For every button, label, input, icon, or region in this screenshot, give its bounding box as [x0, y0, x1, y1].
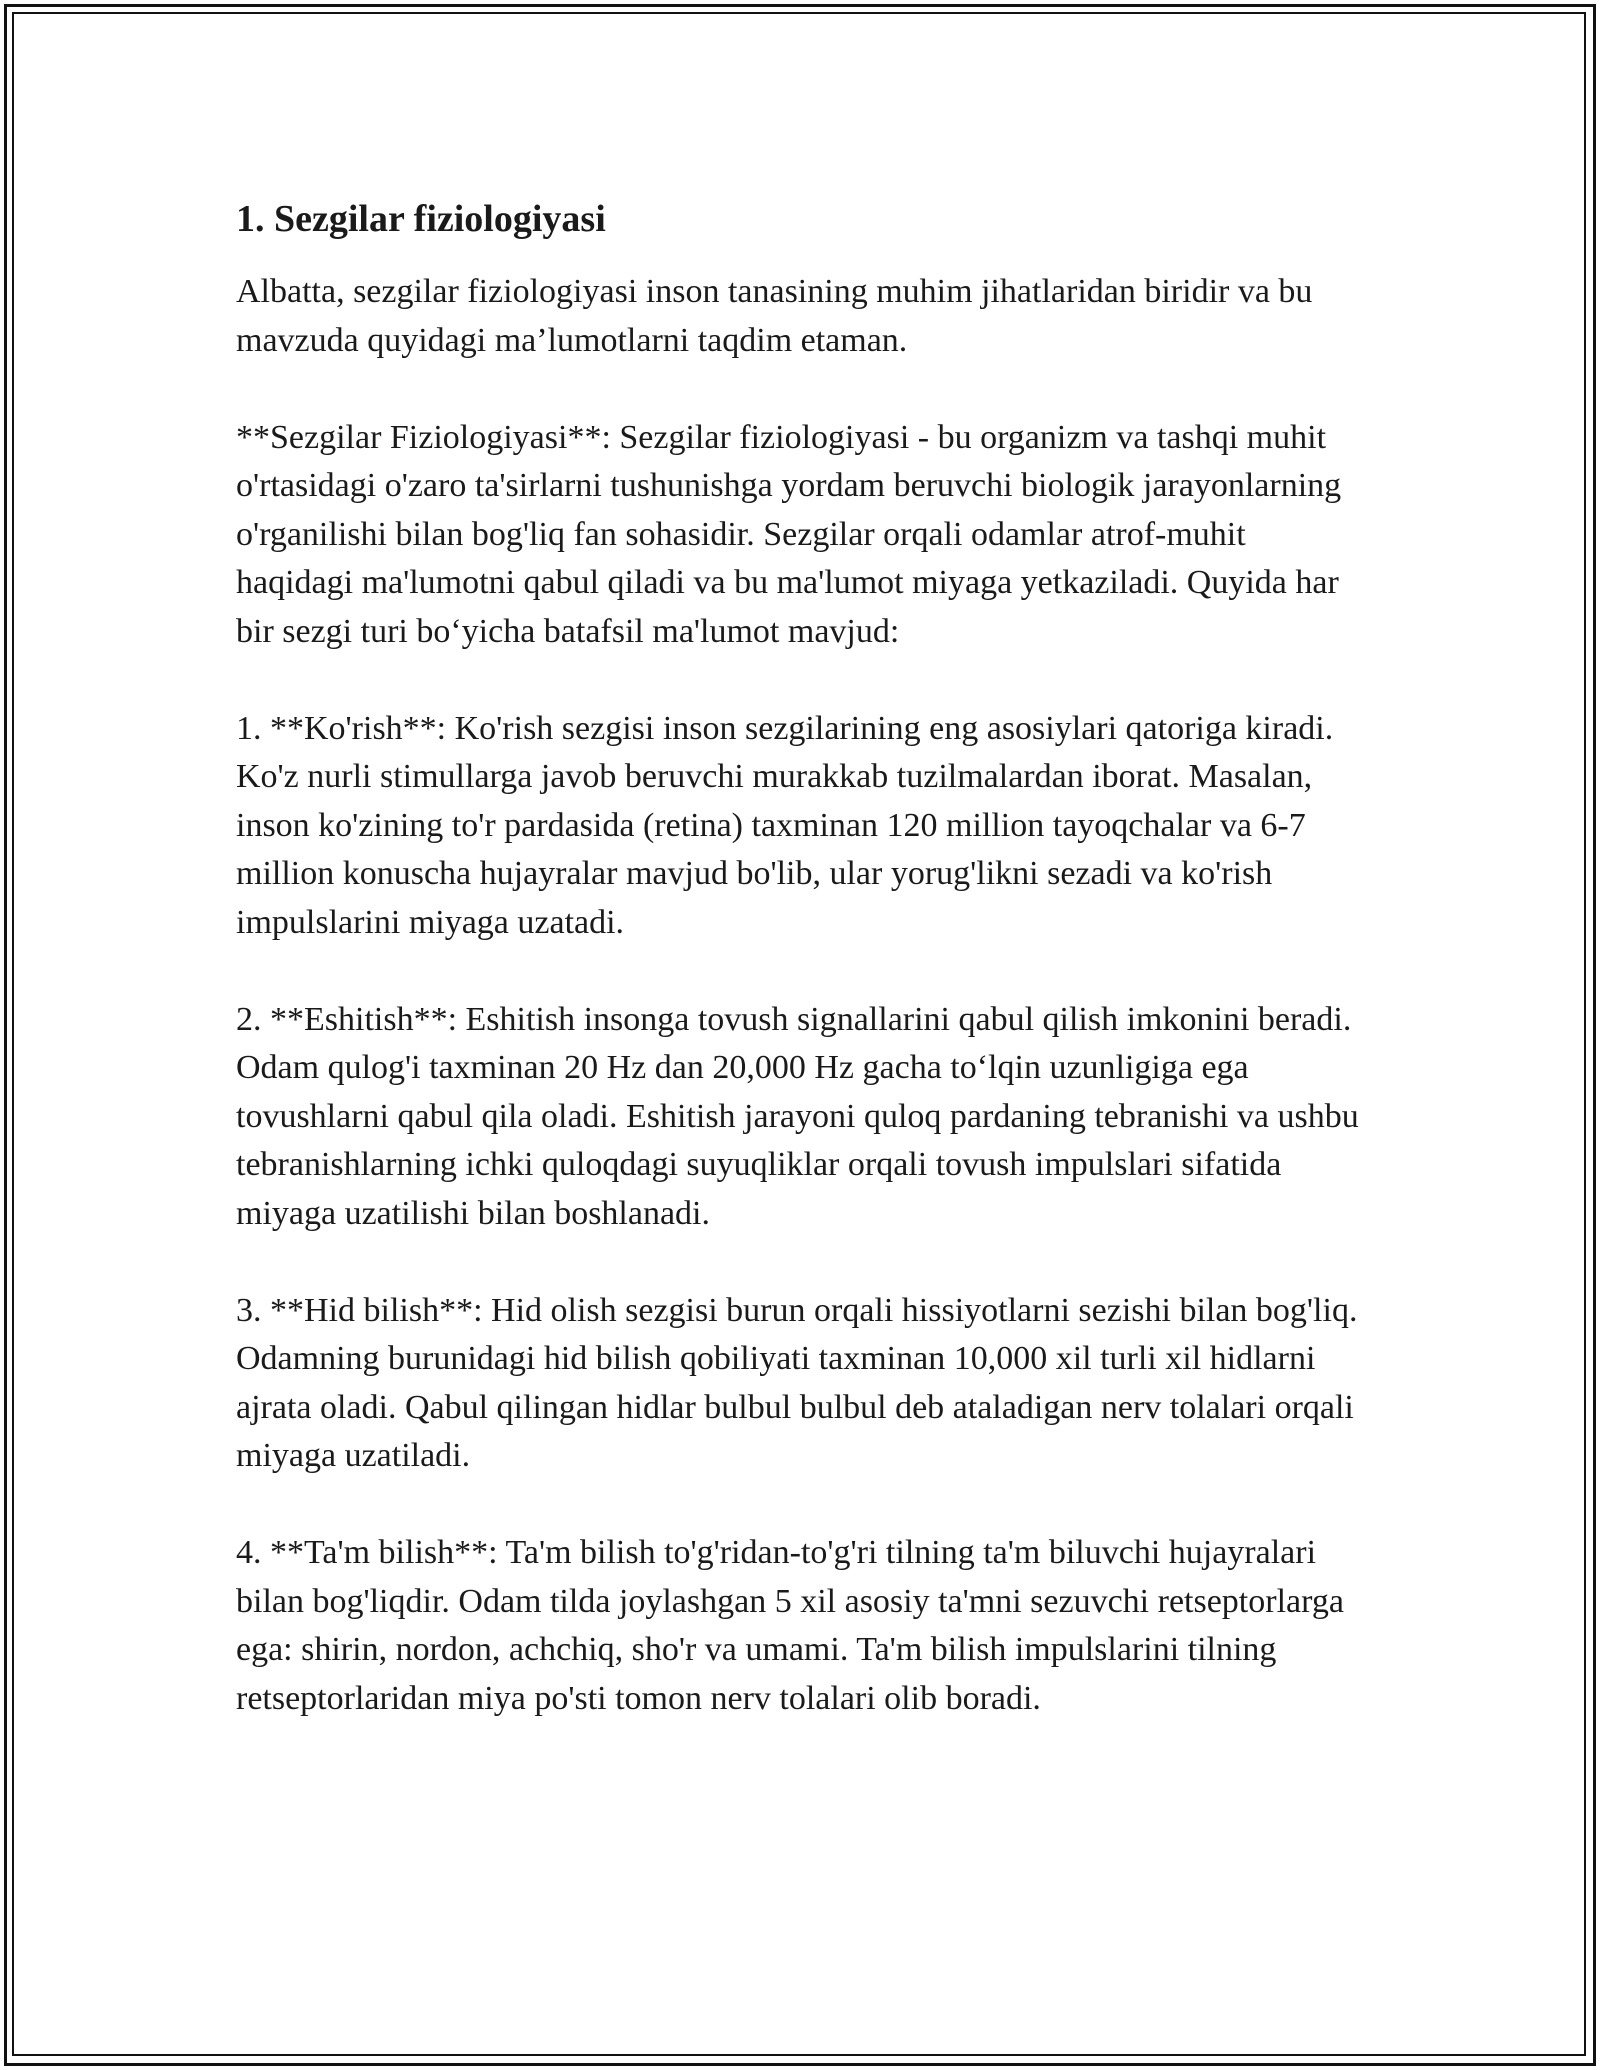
section-title: 1. Sezgilar fiziologiyasi [236, 198, 606, 240]
hearing-paragraph: 2. **Eshitish**: Eshitish insonga tovush signallarini qabul qilish imkonini beradi. Odam qulog'i taxminan 20 Hz dan 20,000 Hz gacha to‘lqin uzunligiga ega tovushlarni qabul qila oladi. Eshitish jarayoni quloq pardaning tebranishi va ushbu tebranishlarning ichki quloqdagi suyuqliklar orqali tovush impulslari sifatida miyaga uzatilishi bilan boshlanadi. [236, 1000, 1359, 1232]
taste-paragraph: 4. **Ta'm bilish**: Ta'm bilish to'g'ridan-to'g'ri tilning ta'm biluvchi hujayralari bilan bog'liqdir. Odam tilda joylashgan 5 xil asosiy ta'mni sezuvchi retseptorlarga ega: shirin, nordon, achchiq, sho'r va umami. Ta'm bilish impulslarini tilning retseptorlaridan miya po'sti tomon nerv tolalari olib boradi. [236, 1534, 1344, 1717]
vision-paragraph: 1. **Ko'rish**: Ko'rish sezgisi inson sezgilarining eng asosiylari qatoriga kiradi. Ko'z nurli stimullarga javob beruvchi murakkab tuzilmalardan iborat. Masalan, inson ko'zining to'r pardasida (retina) taxminan 120 million tayoqchalar va 6-7 million konuscha hujayralar mavjud bo'lib, ular yorug'likni sezadi va ko'rish impulslarini miyaga uzatadi. [236, 709, 1334, 941]
document-body [236, 180, 1366, 1772]
overview-paragraph: **Sezgilar Fiziologiyasi**: Sezgilar fiziologiyasi - bu organizm va tashqi muhit o'rtasidagi o'zaro ta'sirlarni tushunishga yordam beruvchi biologik jarayonlarning o'rganilishi bilan bog'liq fan sohasidir. Sezgilar orqali odamlar atrof-muhit haqidagi ma'lumotni qabul qiladi va bu ma'lumot miyaga yetkaziladi. Quyida har bir sezgi turi bo‘yicha batafsil ma'lumot mavjud: [236, 418, 1342, 650]
smell-paragraph: 3. **Hid bilish**: Hid olish sezgisi burun orqali hissiyotlarni sezishi bilan bog'liq. Odamning burunidagi hid bilish qobiliyati taxminan 10,000 xil turli xil hidlarni ajrata oladi. Qabul qilingan hidlar bulbul bulbul deb ataladigan nerv tolalari orqali miyaga uzatiladi. [236, 1291, 1358, 1474]
intro-paragraph: Albatta, sezgilar fiziologiyasi inson tanasining muhim jihatlaridan biridir va bu mavzuda quyidagi ma’lumotlarni taqdim etaman. [236, 273, 1313, 359]
